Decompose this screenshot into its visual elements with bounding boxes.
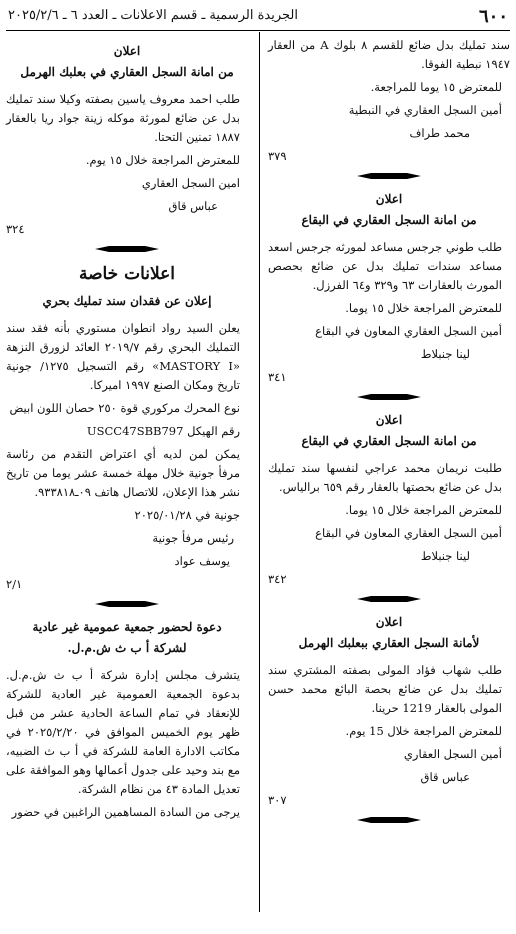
objection-period: للمعترض المراجعة خلال ١٥ يوم. — [85, 153, 240, 167]
signatory-title: أمين السجل العقاري المعاون في البقاع — [315, 324, 502, 338]
separator-ornament — [268, 814, 510, 828]
signatory-name: محمد طراف — [409, 126, 470, 140]
page-number: ٦٠٠ — [478, 6, 508, 27]
signatory-title: امين السجل العقاري — [141, 176, 240, 190]
separator-ornament — [6, 598, 248, 612]
signatory-title: أمين السجل العقاري — [403, 747, 502, 761]
signatory-name: عباس قاق — [168, 199, 218, 213]
notice-title: من امانة السجل العقاري في البقاع — [301, 434, 477, 448]
notice-heading: اعلان — [375, 615, 403, 629]
separator-ornament — [268, 391, 510, 405]
signatory-title: رئيس مرفأ جونية — [152, 531, 234, 545]
notice-heading: اعلان — [113, 44, 141, 58]
hull-number-label: رقم الهيكل — [187, 424, 240, 438]
separator-ornament-icon — [95, 245, 159, 253]
objection-period: للمعترض المراجعة خلال ١٥ يوما. — [345, 301, 502, 315]
separator-ornament-icon — [357, 595, 421, 603]
notice-body: يعلن السيد رواد انطوان مستوري بأنه فقد سند التمليك البحري رقم ٢٠١٩/٧ العائد لزورق النزهة «MASTORY I» رقم التسجيل ١٢٧٥/ جونية تاريخ ومكان الصنع ١٩٩٧ اميركا. — [6, 321, 240, 392]
signatory-name: لينا جنبلاط — [420, 347, 470, 361]
objection-period: للمعترض ١٥ يوما للمراجعة. — [370, 80, 502, 94]
notice-number: ٣٤١ — [268, 370, 287, 384]
left-column — [6, 36, 248, 826]
separator-ornament-icon — [357, 816, 421, 824]
signatory-title: أمين السجل العقاري في النبطية — [348, 103, 502, 117]
notice-title: إعلان عن فقدان سند تمليك بحري — [42, 294, 212, 308]
notice-number: ٢/١ — [6, 577, 23, 591]
signatory-name: عباس قاق — [420, 770, 470, 784]
notice-title: من امانة السجل العقاري في البقاع — [301, 213, 477, 227]
signatory-name: لينا جنبلاط — [420, 549, 470, 563]
notice-number: ٣٤٢ — [268, 572, 287, 586]
page-header — [6, 6, 510, 31]
notice-body: طلب شهاب فؤاد المولى بصفته المشتري سند تمليك بدل عن ضائع بحصة البائع محمد حسن المولى بالعقار 1219 حرينا. — [268, 663, 502, 715]
column-divider — [259, 32, 260, 912]
section-title: اعلانات خاصة — [78, 264, 176, 284]
separator-ornament-icon — [357, 393, 421, 401]
notice-body: طلب طوني جرجس مساعد لمورثه جرجس اسعد مساعد سندات تمليك بدل عن ضائع بحصص المورث بالعقارات ٦٣ و٣٢٩ و٦٤ الفرزل. — [268, 240, 502, 292]
notice-body-tail: يرجى من السادة المساهمين الراغبين في حضور — [11, 805, 240, 819]
notice-title: لأمانة السجل العقاري ببعلبك الهرمل — [298, 636, 480, 650]
separator-ornament-icon — [95, 600, 159, 608]
notice-number: ٣٢٤ — [6, 222, 25, 236]
notice-number: ٣٠٧ — [268, 793, 287, 807]
notice-subtitle: لشركة أ ب ث ش.م.ل. — [67, 641, 187, 655]
separator-ornament — [268, 170, 510, 184]
notice-body: طلب احمد معروف ياسين بصفته وكيلا سند تمليك بدل عن ضائع لمورثة موكله زينة جواد ريا بالعقار ١٨٨٧ تمنين التحتا. — [6, 92, 240, 144]
signatory-title: أمين السجل العقاري المعاون في البقاع — [315, 526, 502, 540]
objection-period: للمعترض المراجعة خلال 15 يوم. — [345, 724, 502, 738]
separator-ornament-icon — [357, 172, 421, 180]
hull-number — [6, 422, 248, 441]
notice-number: ٣٧٩ — [268, 149, 287, 163]
notice-title: دعوة لحضور جمعية عمومية غير عادية — [32, 620, 222, 634]
objection-period: للمعترض المراجعة خلال ١٥ يوما. — [345, 503, 502, 517]
notice-body: طلبت نريمان محمد عراجي لنفسها سند تمليك بدل عن ضائع بحصتها بالعقار رقم ٦٥٩ برالياس. — [268, 461, 502, 494]
notice-heading: اعلان — [375, 192, 403, 206]
notice-title: من امانة السجل العقاري في بعلبك الهرمل — [20, 65, 234, 79]
engine-description: نوع المحرك مركوري قوة ٢٥٠ حصان اللون ابيض — [9, 401, 240, 415]
separator-ornament — [6, 243, 248, 257]
date-line: جونية في ٢٠٢٥/٠١/٢٨ — [134, 508, 240, 522]
notice-heading: اعلان — [375, 413, 403, 427]
running-head: الجريدة الرسمية ـ قسم الاعلانات ـ العدد ٦ ـ ٢٠٢٥/٢/٦ — [8, 8, 298, 23]
right-column — [268, 36, 510, 834]
signatory-name: يوسف عواد — [174, 554, 230, 568]
separator-ornament — [268, 593, 510, 607]
notice-body: يتشرف مجلس إدارة شركة أ ب ث ش.م.ل. بدعوة الجمعية العمومية غير العادية للشركة للإنعقاد في تمام الساعة الحادية عشر من قبل ظهر يوم الخميس الموافق في ٢٠٢٥/٢/٢٠ في مكاتب الادارة العامة للشركة في أ ب ث الضبيه، مع بند وحيد على جدول أعمالها وهو الموافقة على تعديل المادة ٤٣ من نظام الشركة. — [5, 668, 240, 796]
objection-text: يمكن لمن لديه أي اعتراض التقدم من رئاسة مرفأ جونية خلال مهلة خمسة عشر يوما من تاريخ نشر هذا الإعلان، للاتصال هاتف ٠٩ـ٩٣٣٨١٨. — [6, 447, 240, 499]
notice-body: سند تمليك بدل ضائع للقسم ٨ بلوك A من العقار ١٩٤٧ نبطية الفوقا. — [268, 38, 510, 71]
hull-number-value: USCC47SBB797 — [86, 424, 184, 438]
